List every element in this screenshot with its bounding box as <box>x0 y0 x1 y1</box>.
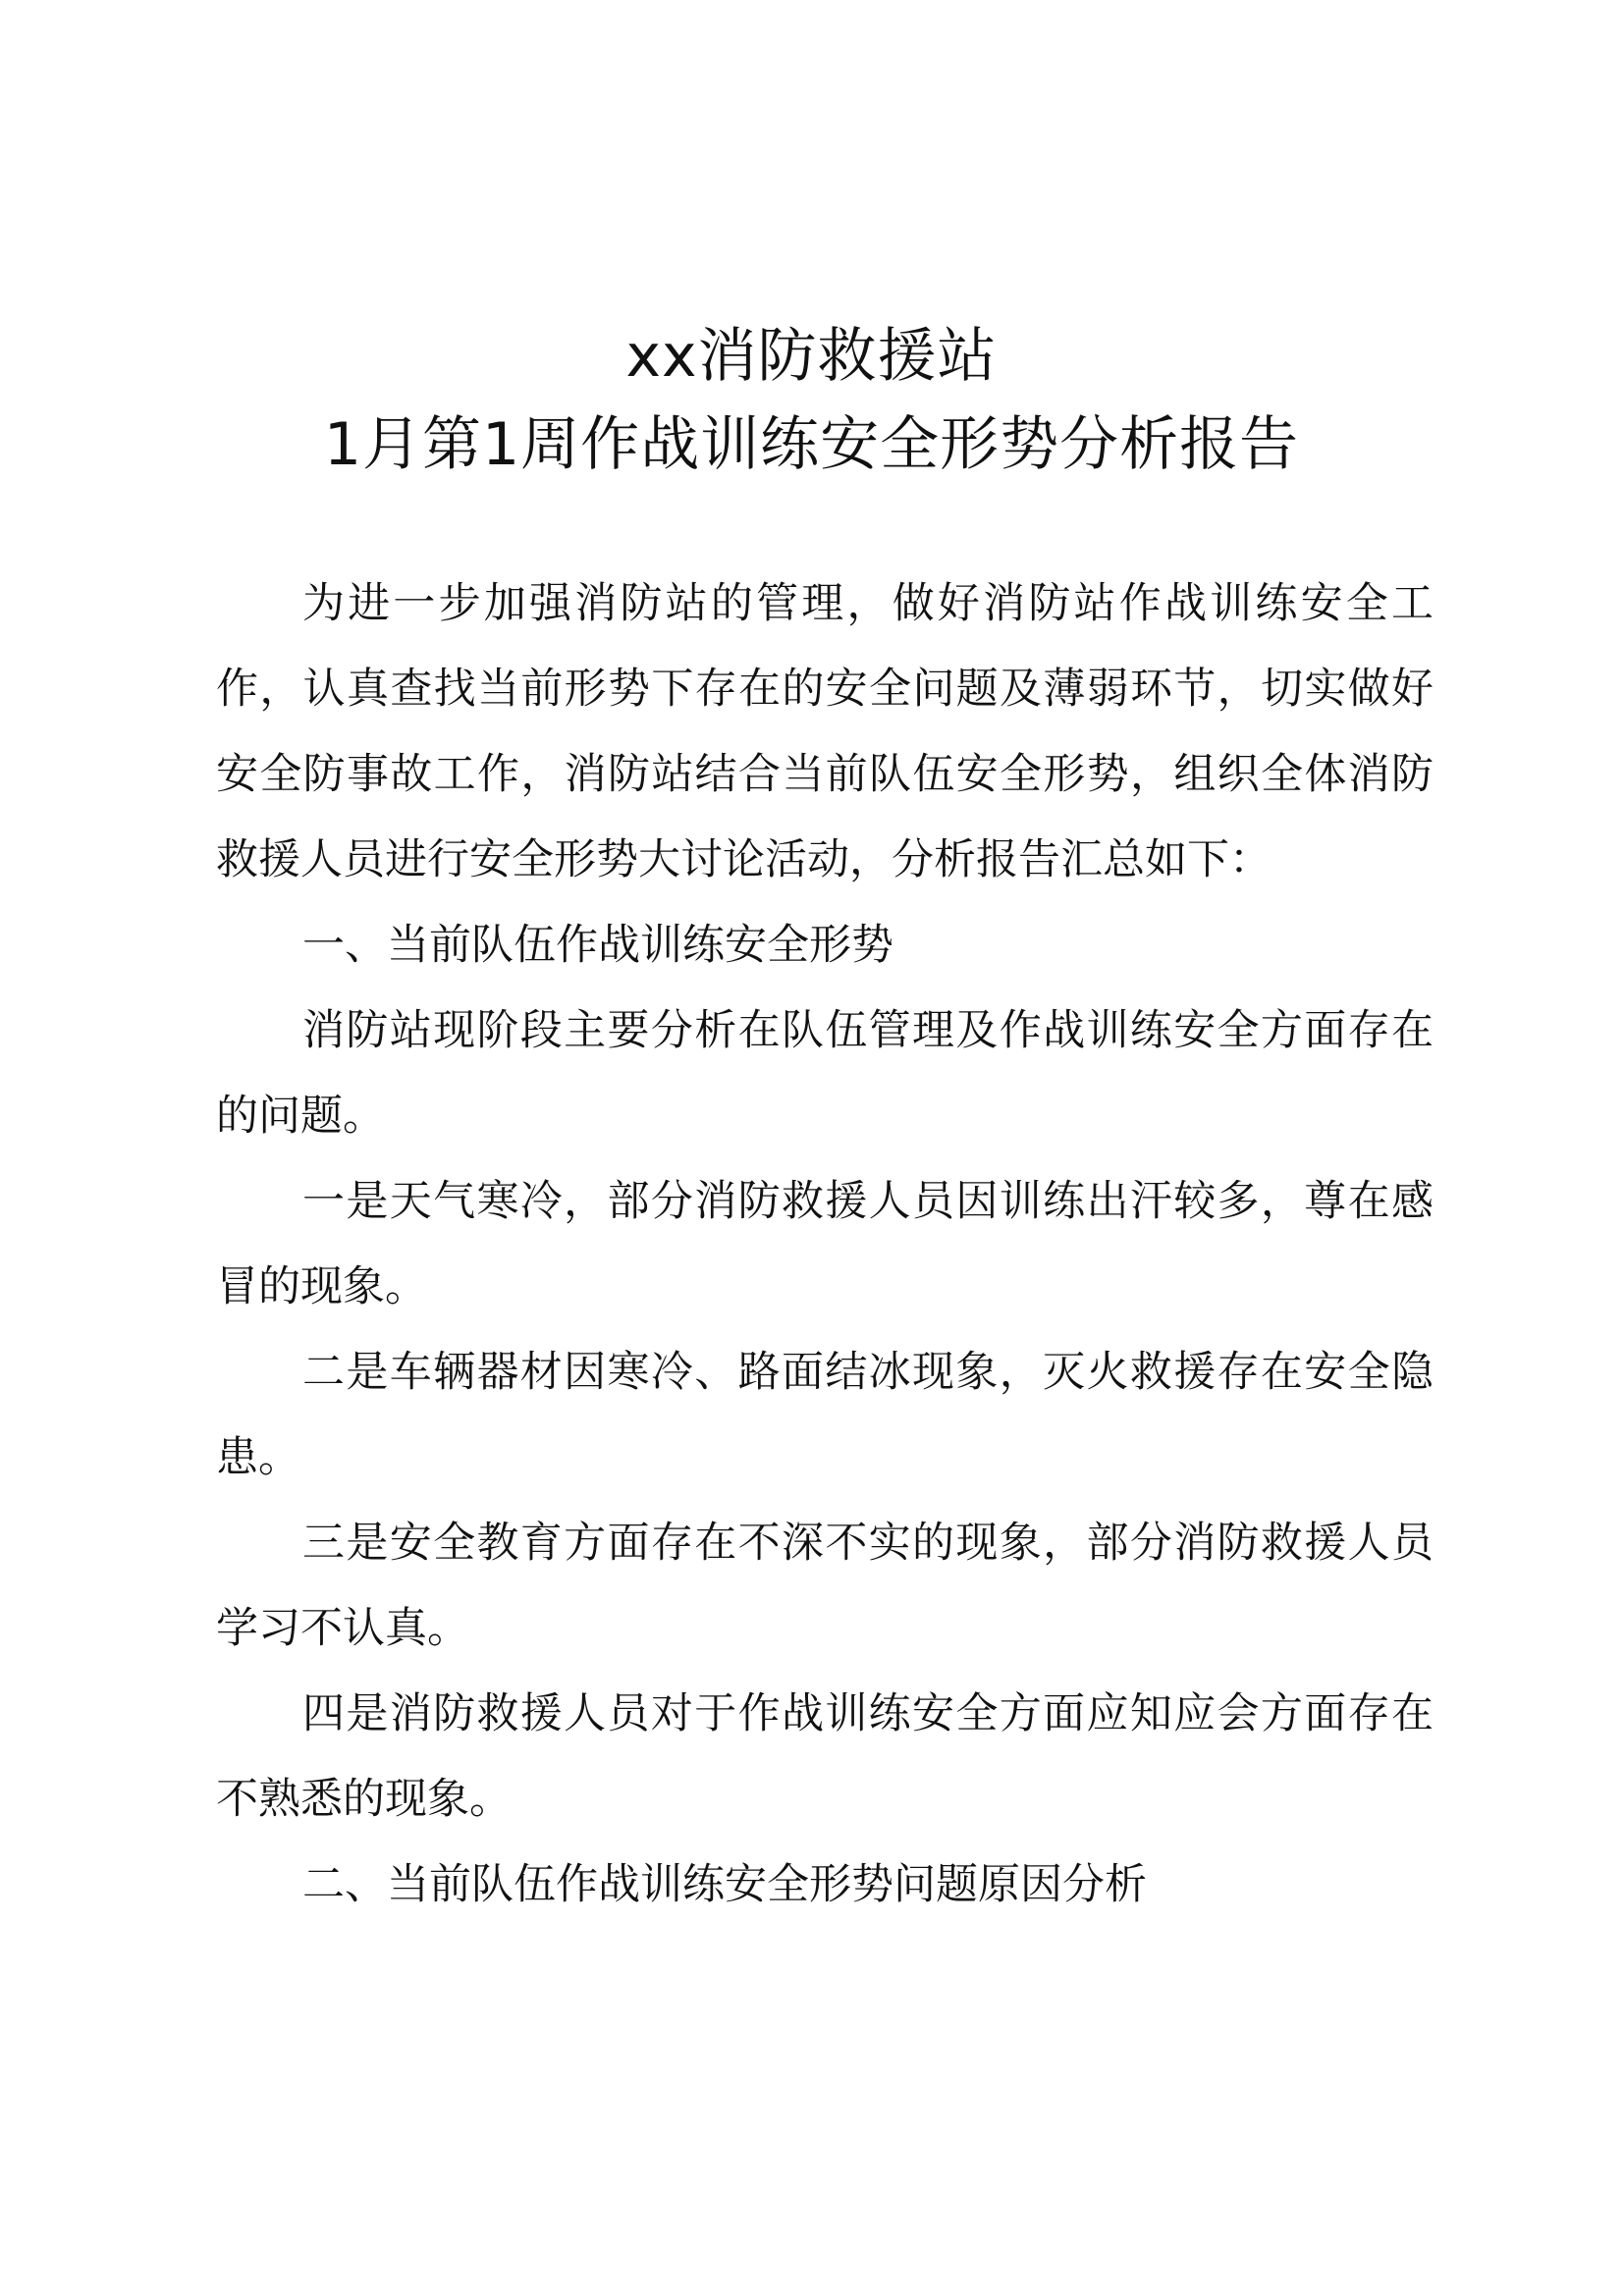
paragraph-point-2: 二是车辆器材因寒冷、路面结冰现象，灭火救援存在安全隐患。 <box>216 1348 1434 1482</box>
paragraph-point-4: 四是消防救援人员对于作战训练安全方面应知应会方面存在不熟悉的现象。 <box>216 1689 1434 1824</box>
section-heading-1: 一、当前队伍作战训练安全形势 <box>302 921 893 970</box>
paragraph-overview: 消防站现阶段主要分析在队伍管理及作战训练安全方面存在的问题。 <box>216 1006 1434 1141</box>
title-line-1: xx消防救援站 <box>625 322 998 391</box>
document-body <box>216 561 1434 1928</box>
paragraph-point-1: 一是天气寒冷，部分消防救援人员因训练出汗较多，尊在感冒的现象。 <box>216 1177 1434 1311</box>
paragraph-intro: 为进一步加强消防站的管理，做好消防站作战训练安全工作，认真查找当前形势下存在的安全问题及薄弱环节，切实做好安全防事故工作，消防站结合当前队伍安全形势，组织全体消防救援人员进行安全形势大讨论活动，分析报告汇总如下： <box>216 579 1434 884</box>
paragraph-point-3: 三是安全教育方面存在不深不实的现象，部分消防救援人员学习不认真。 <box>216 1519 1434 1653</box>
section-heading-2: 二、当前队伍作战训练安全形势问题原因分析 <box>302 1860 1147 1909</box>
document-title <box>0 312 1623 489</box>
title-line-2: 1月第1周作战训练安全形势分析报告 <box>323 410 1300 479</box>
